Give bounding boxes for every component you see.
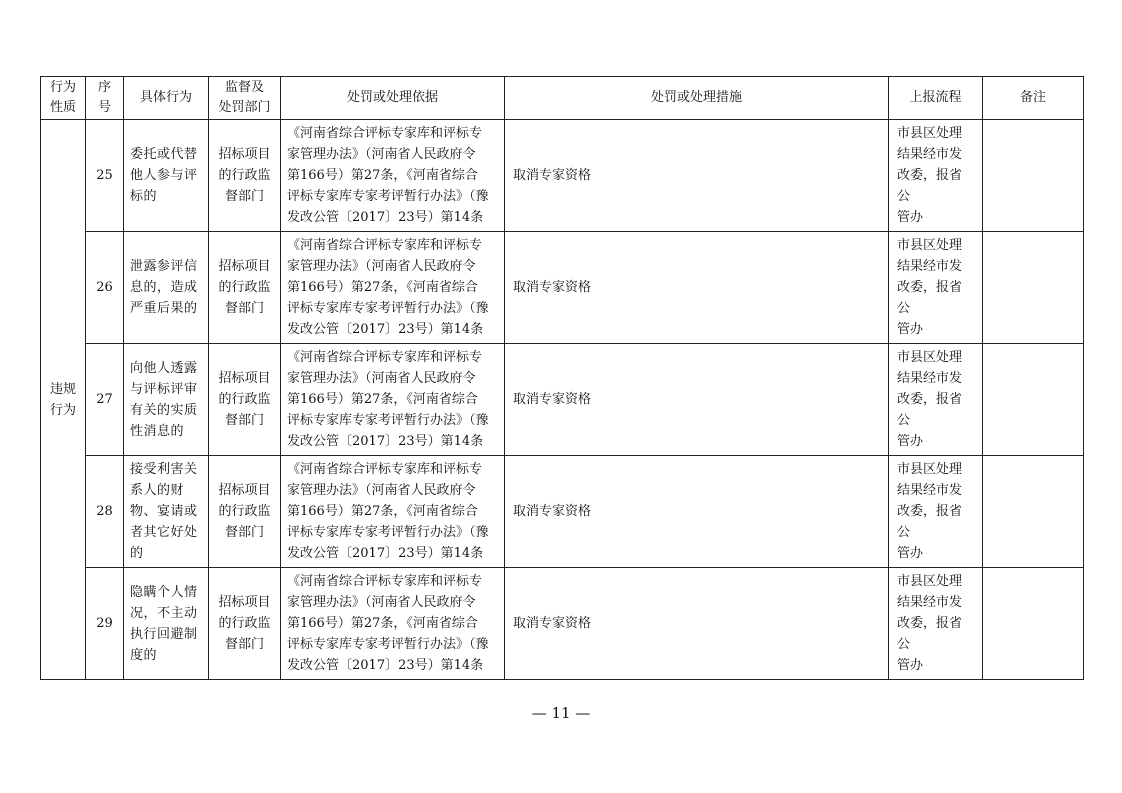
header-nature: 行为 性质 [41, 77, 86, 120]
header-basis: 处罚或处理依据 [281, 77, 505, 120]
flow-cell: 市县区处理 结果经市发 改委，报省公 管办 [889, 232, 983, 344]
measure-cell: 取消专家资格 [505, 232, 889, 344]
table-row [41, 120, 1084, 232]
remark-cell [983, 120, 1084, 232]
table-row [41, 568, 1084, 680]
table-row [41, 344, 1084, 456]
measure-cell: 取消专家资格 [505, 456, 889, 568]
seq-cell: 26 [86, 232, 124, 344]
dept-cell: 招标项目 的行政监 督部门 [209, 456, 281, 568]
table-body [41, 120, 1084, 680]
seq-cell: 29 [86, 568, 124, 680]
header-remark: 备注 [983, 77, 1084, 120]
basis-cell: 《河南省综合评标专家库和评标专 家管理办法》（河南省人民政府令 第166号）第27条，《河南省综合 评标专家库专家考评暂行办法》（豫 发改公管〔2017〕23号）第14条 [281, 568, 505, 680]
table-header [41, 77, 1084, 120]
header-seq: 序 号 [86, 77, 124, 120]
flow-cell: 市县区处理 结果经市发 改委，报省公 管办 [889, 344, 983, 456]
behavior-cell: 委托或代替 他人参与评 标的 [124, 120, 209, 232]
basis-cell: 《河南省综合评标专家库和评标专 家管理办法》（河南省人民政府令 第166号）第27条，《河南省综合 评标专家库专家考评暂行办法》（豫 发改公管〔2017〕23号）第14条 [281, 120, 505, 232]
remark-cell [983, 568, 1084, 680]
penalty-table [40, 76, 1084, 680]
flow-cell: 市县区处理 结果经市发 改委，报省公 管办 [889, 456, 983, 568]
header-measure: 处罚或处理措施 [505, 77, 889, 120]
dept-cell: 招标项目 的行政监 督部门 [209, 568, 281, 680]
header-behavior: 具体行为 [124, 77, 209, 120]
seq-cell: 28 [86, 456, 124, 568]
basis-cell: 《河南省综合评标专家库和评标专 家管理办法》（河南省人民政府令 第166号）第27条，《河南省综合 评标专家库专家考评暂行办法》（豫 发改公管〔2017〕23号）第14条 [281, 344, 505, 456]
header-dept: 监督及 处罚部门 [209, 77, 281, 120]
remark-cell [983, 344, 1084, 456]
table-row [41, 232, 1084, 344]
nature-cell: 违规 行为 [41, 120, 86, 680]
seq-cell: 25 [86, 120, 124, 232]
header-flow: 上报流程 [889, 77, 983, 120]
behavior-cell: 接受利害关 系人的财 物、宴请或 者其它好处 的 [124, 456, 209, 568]
basis-cell: 《河南省综合评标专家库和评标专 家管理办法》（河南省人民政府令 第166号）第27条，《河南省综合 评标专家库专家考评暂行办法》（豫 发改公管〔2017〕23号）第14条 [281, 232, 505, 344]
measure-cell: 取消专家资格 [505, 120, 889, 232]
page-number: — 11 — [531, 704, 591, 722]
table-row [41, 456, 1084, 568]
remark-cell [983, 232, 1084, 344]
behavior-cell: 向他人透露 与评标评审 有关的实质 性消息的 [124, 344, 209, 456]
measure-cell: 取消专家资格 [505, 344, 889, 456]
measure-cell: 取消专家资格 [505, 568, 889, 680]
flow-cell: 市县区处理 结果经市发 改委，报省公 管办 [889, 120, 983, 232]
flow-cell: 市县区处理 结果经市发 改委，报省公 管办 [889, 568, 983, 680]
basis-cell: 《河南省综合评标专家库和评标专 家管理办法》（河南省人民政府令 第166号）第27条，《河南省综合 评标专家库专家考评暂行办法》（豫 发改公管〔2017〕23号）第14条 [281, 456, 505, 568]
remark-cell [983, 456, 1084, 568]
dept-cell: 招标项目 的行政监 督部门 [209, 232, 281, 344]
behavior-cell: 隐瞒个人情 况，不主动 执行回避制 度的 [124, 568, 209, 680]
seq-cell: 27 [86, 344, 124, 456]
header-row [41, 77, 1084, 120]
dept-cell: 招标项目 的行政监 督部门 [209, 120, 281, 232]
dept-cell: 招标项目 的行政监 督部门 [209, 344, 281, 456]
behavior-cell: 泄露参评信 息的，造成 严重后果的 [124, 232, 209, 344]
